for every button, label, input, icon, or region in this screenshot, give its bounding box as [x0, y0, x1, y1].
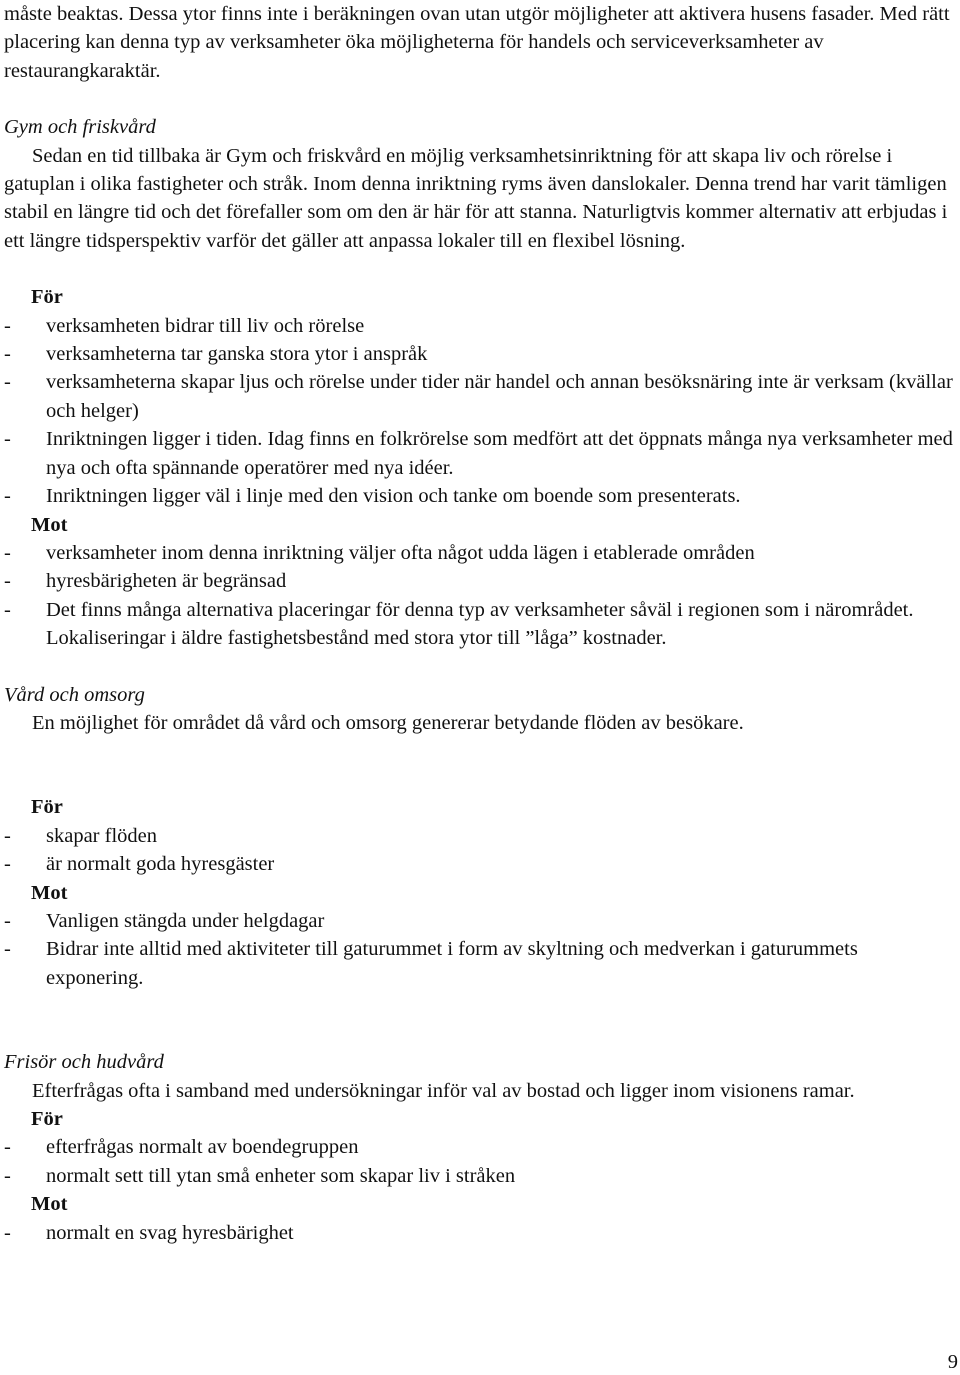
- list-item: [4, 340, 956, 368]
- dash-mark: -: [4, 343, 11, 366]
- list-item-text: är normalt goda hyresgäster: [46, 853, 275, 876]
- dash-mark: -: [4, 1164, 11, 1187]
- list-item: [4, 539, 956, 567]
- dash-mark: -: [4, 314, 11, 337]
- list-item: [4, 1219, 956, 1247]
- dash-mark: -: [4, 1136, 11, 1159]
- dash-mark: -: [4, 853, 11, 876]
- mot-list: [4, 539, 956, 653]
- list-item-text: Inriktningen ligger väl i linje med den vision och tanke om boende som presenterats.: [46, 485, 741, 508]
- list-item-text: verksamheterna tar ganska stora ytor i anspråk: [46, 343, 428, 366]
- section-body: Efterfrågas ofta i samband med undersökningar inför val av bostad och ligger inom visionens ramar.: [32, 1079, 855, 1102]
- section-body: En möjlighet för området då vård och omsorg genererar betydande flöden av besökare.: [32, 711, 744, 734]
- list-item-text: skapar flöden: [46, 824, 157, 847]
- list-item: [4, 822, 956, 850]
- spacer: [4, 992, 956, 1048]
- dash-mark: -: [4, 824, 11, 847]
- spacer: [4, 255, 956, 283]
- dash-mark: -: [4, 541, 11, 564]
- list-item-text: efterfrågas normalt av boendegruppen: [46, 1136, 359, 1159]
- list-item: [4, 935, 956, 992]
- list-item: [4, 1133, 956, 1161]
- dash-mark: -: [4, 570, 11, 593]
- list-item-text: Bidrar inte alltid med aktiviteter till gaturummet i form av skyltning och medverkan i gaturummets exponering.: [46, 938, 858, 989]
- list-item-text: Inriktningen ligger i tiden. Idag finns en folkrörelse som medfört att det öppnats många nya verksamheter med nya och ofta spännande operatörer med nya idéer.: [46, 428, 953, 479]
- mot-list: [4, 1219, 956, 1247]
- for-label: För: [31, 796, 63, 819]
- list-item: [4, 425, 956, 482]
- section-body: Sedan en tid tillbaka är Gym och friskvård en möjlig verksamhetsinriktning för att skapa liv och rörelse i gatuplan i olika fastigheter och stråk. Inom denna inriktning ryms även danslokaler. Denna trend har varit tämligen stabil en längre tid och det förefaller som om den är här för att stanna. Naturligtvis kommer alternativ att erbjudas i ett längre tidsperspektiv varför det gäller att anpassa lokaler till en flexibel lösning.: [4, 144, 948, 252]
- for-label: För: [31, 286, 63, 309]
- list-item: [4, 907, 956, 935]
- page-number: 9: [947, 1351, 958, 1373]
- list-item-text: Vanligen stängda under helgdagar: [46, 909, 325, 932]
- dash-mark: -: [4, 428, 11, 451]
- mot-label: Mot: [31, 1193, 68, 1216]
- mot-label: Mot: [31, 513, 68, 536]
- list-item-text: verksamheten bidrar till liv och rörelse: [46, 314, 365, 337]
- list-item-text: Det finns många alternativa placeringar för denna typ av verksamheter såväl i regionen som i närområdet. Lokaliseringar i äldre fastighetsbestånd med stora ytor till ”låga” kostnader.: [46, 598, 914, 650]
- section-gym: [4, 113, 956, 652]
- list-item-text: normalt en svag hyresbärighet: [46, 1221, 294, 1244]
- list-item-text: verksamheterna skapar ljus och rörelse under tider när handel och annan besöksnäring inte är verksam (kvällar och helger): [46, 371, 953, 422]
- dash-mark: -: [4, 371, 11, 394]
- list-item: [4, 482, 956, 510]
- dash-mark: -: [4, 1221, 11, 1244]
- section-vard: [4, 681, 956, 993]
- list-item: [4, 1162, 956, 1190]
- spacer: [4, 653, 956, 681]
- spacer: [4, 85, 956, 113]
- document-page: [4, 0, 956, 1247]
- list-item: [4, 312, 956, 340]
- mot-list: [4, 907, 956, 992]
- list-item: [4, 567, 956, 595]
- list-item: [4, 368, 956, 425]
- dash-mark: -: [4, 598, 11, 621]
- intro-paragraph: måste beaktas. Dessa ytor finns inte i beräkningen ovan utan utgör möjligheter att aktivera husens fasader. Med rätt placering kan denna typ av verksamheter öka möjligheterna för handels och serviceverksamheter av restaurangkaraktär.: [4, 3, 950, 82]
- list-item-text: normalt sett till ytan små enheter som skapar liv i stråken: [46, 1164, 516, 1187]
- for-list: [4, 822, 956, 879]
- spacer: [4, 737, 956, 793]
- dash-mark: -: [4, 485, 11, 508]
- list-item: [4, 596, 956, 653]
- section-heading: Gym och friskvård: [4, 116, 156, 139]
- for-list: [4, 312, 956, 511]
- section-heading: Vård och omsorg: [4, 683, 145, 706]
- section-heading: Frisör och hudvård: [4, 1051, 164, 1074]
- dash-mark: -: [4, 909, 11, 932]
- list-item: [4, 850, 956, 878]
- list-item-text: verksamheter inom denna inriktning väljer ofta något udda lägen i etablerade områden: [46, 541, 755, 564]
- section-frisor: [4, 1048, 956, 1247]
- for-list: [4, 1133, 956, 1190]
- mot-label: Mot: [31, 881, 68, 904]
- for-label: För: [31, 1108, 63, 1130]
- list-item-text: hyresbärigheten är begränsad: [46, 570, 287, 593]
- dash-mark: -: [4, 938, 11, 961]
